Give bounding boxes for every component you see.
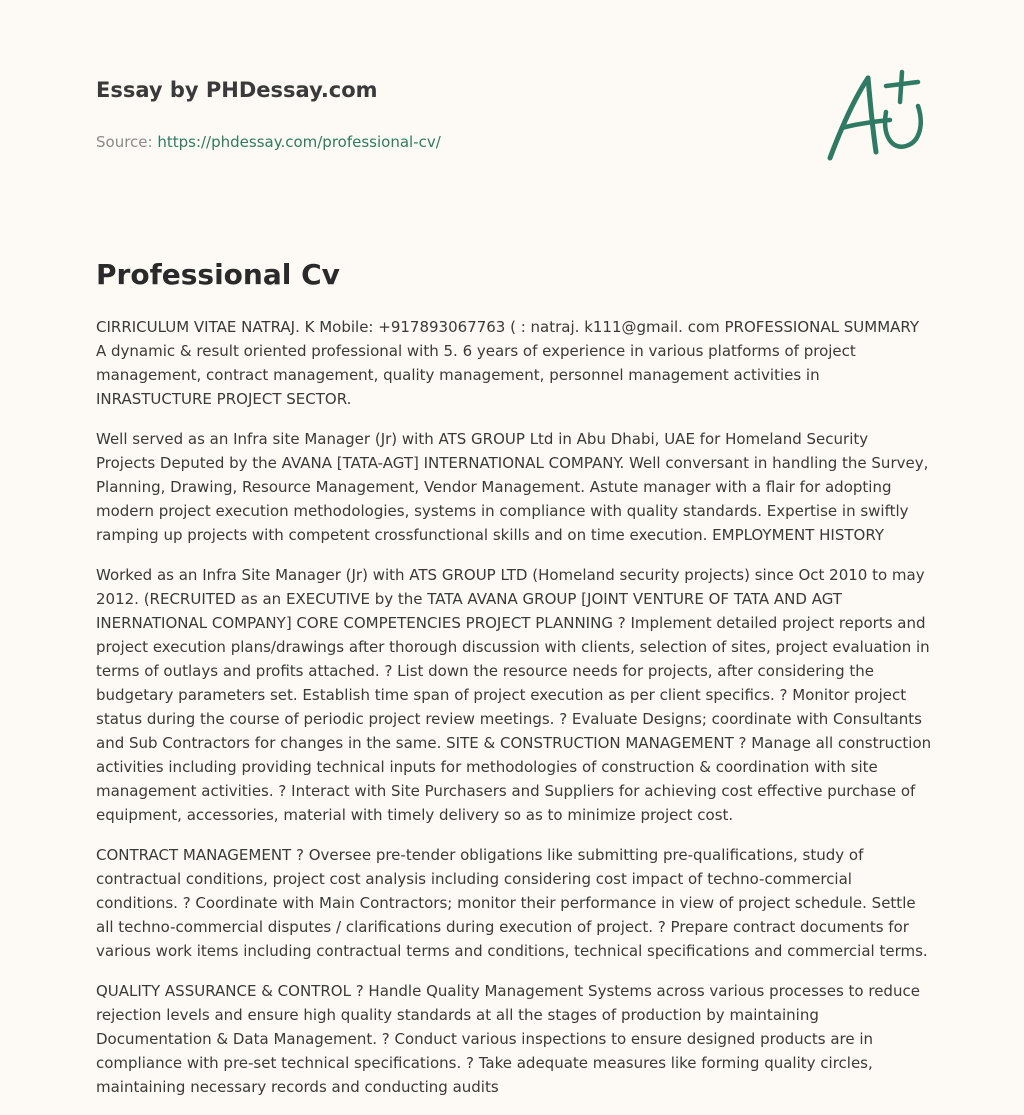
essay-paragraph: CIRRICULUM VITAE NATRAJ. K Mobile: +917893067763 ( : natraj. k111@gmail. com PROFESSIONAL SUMMARY A dynamic & result oriented professional with 5. 6 years of experience in various platforms of project management, contract management, quality management, personnel management activities in INRASTUCTURE PROJECT SECTOR. (96, 318, 920, 408)
source-line (96, 132, 796, 152)
essay-paragraph: QUALITY ASSURANCE & CONTROL ? Handle Quality Management Systems across various processes to reduce rejection levels and ensure high quality standards at all the stages of production by maintaining Documentation & Data Management. ? Conduct various inspections to ensure designed products are in compliance with pre-set technical specifications. ? Take adequate measures like forming quality circles, maintaining necessary records and conducting audits (96, 982, 920, 1096)
essay-paragraph: Worked as an Infra Site Manager (Jr) with ATS GROUP LTD (Homeland security projects) since Oct 2010 to may 2012. (RECRUITED as an EXECUTIVE by the TATA AVANA GROUP [JOINT VENTURE OF TATA AND AGT INERNATIONAL COMPANY] CORE COMPETENCIES PROJECT PLANNING ? Implement detailed project reports and project execution plans/drawings after thorough discussion with clients, selection of sites, project evaluation in terms of outlays and profits attached. ? List down the resource needs for projects, after considering the budgetary parameters set. Establish time span of project execution as per client specifics. ? Monitor project status during the course of periodic project review meetings. ? Evaluate Designs; coordinate with Consultants and Sub Contractors for changes in the same. SITE & CONSTRUCTION MANAGEMENT ? Manage all construction activities including providing technical inputs for methodologies of construction & coordination with site management activities. ? Interact with Site Purchasers and Suppliers for achieving cost effective purchase of equipment, accessories, material with timely delivery so as to minimize project cost. (96, 566, 932, 824)
essay-paragraph: Well served as an Infra site Manager (Jr) with ATS GROUP Ltd in Abu Dhabi, UAE for Homeland Security Projects Deputed by the AVANA [TATA-AGT] INTERNATIONAL COMPANY. Well conversant in handling the Survey, Planning, Drawing, Resource Management, Vendor Management. Astute manager with a flair for adopting modern project execution methodologies, systems in compliance with quality standards. Expertise in swiftly ramping up projects with competent crossfunctional skills and on time execution. EMPLOYMENT HISTORY (96, 430, 929, 544)
source-link[interactable]: https://phdessay.com/professional-cv/ (157, 133, 441, 151)
source-label: Source: (96, 133, 158, 151)
essay-paragraph: CONTRACT MANAGEMENT ? Oversee pre-tender obligations like submitting pre-qualifications, study of contractual conditions, project cost analysis including considering cost impact of techno-commercial conditions. ? Coordinate with Main Contractors; monitor their performance in view of project schedule. Settle all techno-commercial disputes / clarifications during execution of project. ? Prepare contract documents for various work items including contractual terms and conditions, technical specifications and commercial terms. (96, 846, 928, 960)
essay-body (96, 315, 932, 1115)
site-brand: Essay by PHDessay.com (96, 78, 378, 102)
essay-title: Professional Cv (96, 258, 340, 291)
a-plus-logo-icon (820, 66, 930, 166)
essay-header (96, 74, 796, 152)
